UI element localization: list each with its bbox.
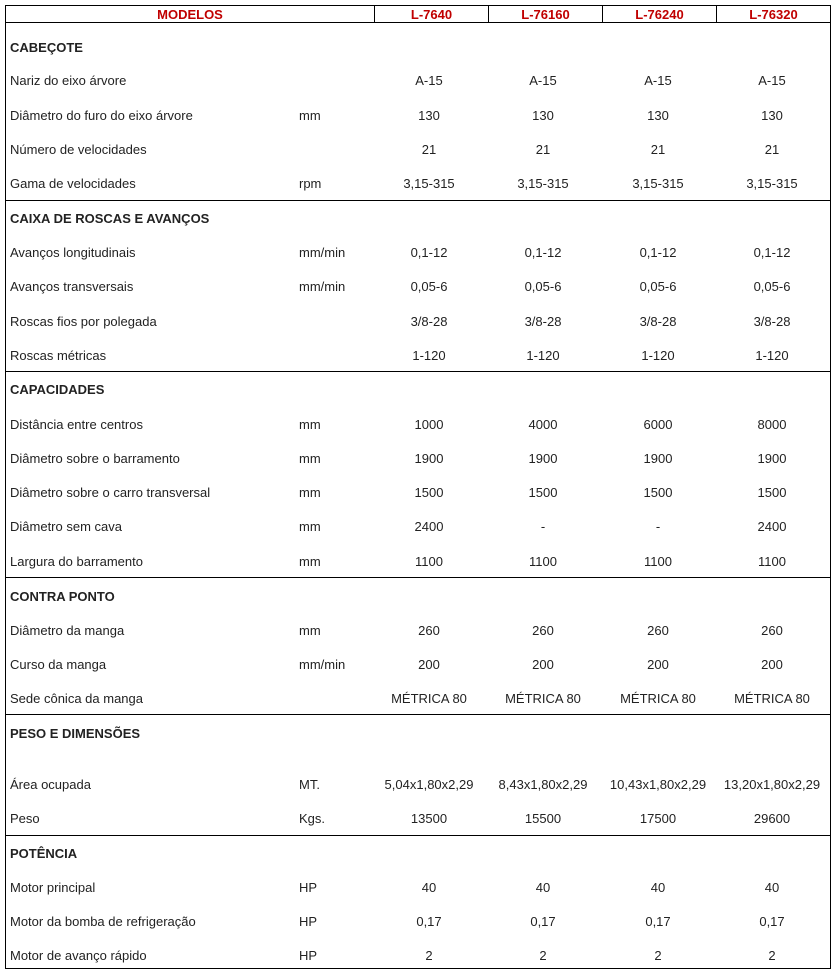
row-value-model-3: 0,17: [645, 914, 671, 929]
row-value-model-1: 40: [421, 880, 437, 895]
row-label: Motor de avanço rápido: [10, 948, 147, 963]
row-value-model-1: 0,1-12: [410, 245, 448, 260]
row-value-model-2: 0,05-6: [524, 279, 562, 294]
row-label: Nariz do eixo árvore: [10, 73, 127, 88]
row-value-model-3: 130: [647, 108, 669, 123]
row-value-model-1: 3,15-315: [403, 176, 455, 191]
row-value-model-3: 260: [647, 623, 669, 638]
row-value-model-2: 8,43x1,80x2,29: [498, 777, 588, 792]
row-value-model-3: 17500: [639, 811, 677, 826]
row-value-model-3: 1-120: [641, 348, 675, 363]
row-unit: mm: [299, 485, 321, 500]
row-label: Distância entre centros: [10, 417, 143, 432]
row-value-model-3: A-15: [644, 73, 672, 88]
row-value-model-1: 5,04x1,80x2,29: [384, 777, 474, 792]
row-value-model-3: 6000: [643, 417, 673, 432]
row-value-model-3: 1100: [644, 554, 672, 569]
models-label: MODELOS: [5, 5, 375, 23]
row-value-model-4: 0,05-6: [753, 279, 791, 294]
row-value-model-2: 40: [535, 880, 551, 895]
row-value-model-2: 200: [532, 657, 554, 672]
row-label: Curso da manga: [10, 657, 107, 672]
row-value-model-1: 130: [418, 108, 440, 123]
row-value-model-1: A-15: [415, 73, 443, 88]
row-value-model-4: 2400: [757, 519, 787, 534]
section-title: CAIXA DE ROSCAS E AVANÇOS: [10, 211, 210, 226]
row-label: Gama de velocidades: [10, 176, 136, 191]
row-value-model-4: 0,1-12: [753, 245, 791, 260]
row-value-model-1: 13500: [410, 811, 448, 826]
row-unit: mm/min: [299, 245, 346, 260]
row-label: Roscas métricas: [10, 348, 107, 363]
row-value-model-1: 200: [418, 657, 440, 672]
row-unit: HP: [299, 948, 318, 963]
row-value-model-3: 1900: [643, 451, 673, 466]
row-value-model-4: 21: [764, 142, 780, 157]
row-value-model-4: 29600: [753, 811, 791, 826]
model-col-2: L-76160: [488, 5, 603, 23]
row-value-model-2: MÉTRICA 80: [505, 691, 581, 706]
row-value-model-2: 1100: [529, 554, 557, 569]
row-unit: mm/min: [299, 657, 346, 672]
row-value-model-1: 1-120: [412, 348, 446, 363]
row-value-model-1: 1100: [415, 554, 443, 569]
row-value-model-4: 3/8-28: [753, 314, 791, 329]
row-unit: mm: [299, 519, 321, 534]
row-value-model-2: 260: [532, 623, 554, 638]
model-col-1: L-7640: [374, 5, 489, 23]
row-value-model-2: 1-120: [526, 348, 560, 363]
row-value-model-3: 21: [650, 142, 666, 157]
row-value-model-2: A-15: [529, 73, 557, 88]
row-value-model-4: 13,20x1,80x2,29: [723, 777, 821, 792]
row-unit: mm: [299, 451, 321, 466]
row-value-model-1: 1900: [414, 451, 444, 466]
row-label: Diâmetro da manga: [10, 623, 125, 638]
row-unit: mm: [299, 417, 321, 432]
row-value-model-4: A-15: [758, 73, 786, 88]
row-value-model-4: 1500: [757, 485, 787, 500]
row-unit: HP: [299, 914, 318, 929]
row-value-model-1: 1500: [414, 485, 444, 500]
row-value-model-1: 21: [421, 142, 437, 157]
row-label: Área ocupada: [10, 777, 91, 792]
row-unit: HP: [299, 880, 318, 895]
row-value-model-2: 4000: [528, 417, 558, 432]
row-value-model-4: 200: [761, 657, 783, 672]
section-divider: [5, 714, 831, 715]
row-value-model-4: 1-120: [755, 348, 789, 363]
section-title: CABEÇOTE: [10, 40, 83, 55]
row-value-model-3: 3/8-28: [639, 314, 677, 329]
section-title: CAPACIDADES: [10, 382, 105, 397]
row-value-model-4: 260: [761, 623, 783, 638]
row-label: Sede cônica da manga: [10, 691, 143, 706]
row-value-model-4: 8000: [757, 417, 787, 432]
row-value-model-4: 1100: [758, 554, 786, 569]
row-value-model-3: -: [655, 519, 661, 534]
section-title: PESO E DIMENSÕES: [10, 726, 141, 741]
row-label: Peso: [10, 811, 40, 826]
row-value-model-1: 0,05-6: [410, 279, 448, 294]
row-value-model-3: 1500: [643, 485, 673, 500]
row-unit: mm: [299, 623, 321, 638]
row-value-model-2: 3/8-28: [524, 314, 562, 329]
row-label: Avanços transversais: [10, 279, 134, 294]
row-value-model-3: 3,15-315: [632, 176, 684, 191]
row-value-model-4: 1900: [757, 451, 787, 466]
row-value-model-1: 3/8-28: [410, 314, 448, 329]
row-unit: rpm: [299, 176, 322, 191]
row-label: Número de velocidades: [10, 142, 147, 157]
row-value-model-3: 0,05-6: [639, 279, 677, 294]
row-label: Diâmetro do furo do eixo árvore: [10, 108, 193, 123]
row-value-model-2: 0,17: [530, 914, 556, 929]
row-value-model-2: 15500: [524, 811, 562, 826]
row-value-model-1: 2400: [414, 519, 444, 534]
row-label: Diâmetro sobre o carro transversal: [10, 485, 211, 500]
row-value-model-3: 0,1-12: [639, 245, 677, 260]
row-value-model-2: 21: [535, 142, 551, 157]
row-unit: mm: [299, 108, 321, 123]
row-value-model-1: 0,17: [416, 914, 442, 929]
row-label: Roscas fios por polegada: [10, 314, 157, 329]
row-value-model-3: MÉTRICA 80: [620, 691, 696, 706]
section-title: CONTRA PONTO: [10, 589, 115, 604]
row-label: Largura do barramento: [10, 554, 143, 569]
row-label: Motor principal: [10, 880, 96, 895]
row-value-model-2: 2: [539, 948, 547, 963]
section-title: POTÊNCIA: [10, 846, 78, 861]
row-unit: Kgs.: [299, 811, 326, 826]
row-value-model-1: 260: [418, 623, 440, 638]
row-value-model-4: 40: [764, 880, 780, 895]
row-value-model-1: 1000: [414, 417, 444, 432]
row-unit: MT.: [299, 777, 320, 792]
section-divider: [5, 200, 831, 201]
table-header: [5, 5, 831, 23]
section-divider: [5, 371, 831, 372]
row-label: Diâmetro sobre o barramento: [10, 451, 180, 466]
row-value-model-3: 2: [654, 948, 662, 963]
row-value-model-2: 3,15-315: [517, 176, 569, 191]
section-divider: [5, 835, 831, 836]
section-divider: [5, 577, 831, 578]
row-value-model-1: MÉTRICA 80: [391, 691, 467, 706]
row-value-model-4: 130: [761, 108, 783, 123]
row-value-model-3: 10,43x1,80x2,29: [609, 777, 707, 792]
row-unit: mm/min: [299, 279, 346, 294]
row-value-model-1: 2: [425, 948, 433, 963]
row-value-model-4: MÉTRICA 80: [734, 691, 810, 706]
row-value-model-4: 0,17: [759, 914, 785, 929]
row-label: Motor da bomba de refrigeração: [10, 914, 196, 929]
row-value-model-2: 1900: [528, 451, 558, 466]
row-value-model-2: 130: [532, 108, 554, 123]
row-value-model-3: 200: [647, 657, 669, 672]
row-value-model-4: 2: [768, 948, 776, 963]
row-value-model-2: -: [540, 519, 546, 534]
model-col-3: L-76240: [602, 5, 717, 23]
model-col-4: L-76320: [716, 5, 831, 23]
row-unit: mm: [299, 554, 321, 569]
row-value-model-2: 0,1-12: [524, 245, 562, 260]
row-label: Diâmetro sem cava: [10, 519, 122, 534]
row-value-model-2: 1500: [528, 485, 558, 500]
row-label: Avanços longitudinais: [10, 245, 136, 260]
row-value-model-3: 40: [650, 880, 666, 895]
row-value-model-4: 3,15-315: [746, 176, 798, 191]
